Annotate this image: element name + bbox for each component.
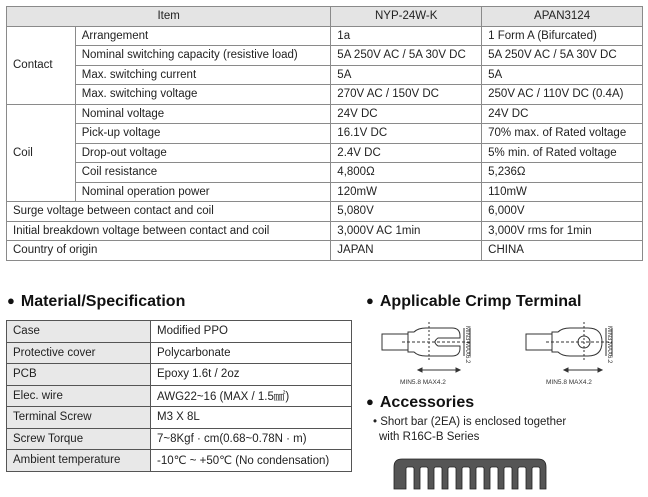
table-row <box>7 26 643 46</box>
table-row <box>7 46 643 66</box>
row-nyp: 120mW <box>331 182 482 202</box>
bullet-icon: ● <box>366 293 374 308</box>
row-nyp: 4,800Ω <box>331 163 482 183</box>
material-value: Polycarbonate <box>151 342 352 364</box>
row-item: Country of origin <box>7 241 331 261</box>
bullet-icon: ● <box>7 293 15 308</box>
table-row <box>7 143 643 163</box>
row-apan: 110mW <box>482 182 643 202</box>
table-row <box>7 385 352 407</box>
material-label: Protective cover <box>7 342 151 364</box>
spec-header-row <box>7 7 643 27</box>
table-row <box>7 407 352 429</box>
material-title: Material/Specification <box>20 293 186 310</box>
material-table <box>6 320 352 472</box>
crimp-height-dim: MIN3 MAX6.2 <box>464 326 470 364</box>
row-apan: 3,000V rms for 1min <box>482 221 643 241</box>
row-apan: 24V DC <box>482 104 643 124</box>
row-item: Surge voltage between contact and coil <box>7 202 331 222</box>
row-apan: 6,000V <box>482 202 643 222</box>
row-nyp: 2.4V DC <box>331 143 482 163</box>
table-row <box>7 450 352 472</box>
row-item: Max. switching voltage <box>75 85 331 105</box>
accessories-line: with R16C-B Series <box>379 431 480 443</box>
material-label: Ambient temperature <box>7 450 151 472</box>
material-value: Modified PPO <box>151 321 352 343</box>
material-value: AWG22~16 (MAX / 1.5㎟) <box>151 385 352 407</box>
table-row <box>7 202 643 222</box>
row-item: Arrangement <box>75 26 331 46</box>
header-item: Item <box>7 7 331 27</box>
row-apan: 70% max. of Rated voltage <box>482 124 643 144</box>
accessories-description <box>373 415 566 445</box>
row-apan: 250V AC / 110V DC (0.4A) <box>482 85 643 105</box>
row-item: Drop-out voltage <box>75 143 331 163</box>
accessories-heading <box>366 394 474 412</box>
crimp-width-dim: MIN5.8 MAX4.2 <box>546 379 592 386</box>
row-nyp: 5,080V <box>331 202 482 222</box>
bullet-icon: ● <box>366 394 374 409</box>
material-label: Screw Torque <box>7 428 151 450</box>
row-item: Nominal switching capacity (resistive load) <box>75 46 331 66</box>
row-apan: 5% min. of Rated voltage <box>482 143 643 163</box>
header-nyp: NYP-24W-K <box>331 7 482 27</box>
table-row <box>7 124 643 144</box>
table-row <box>7 163 643 183</box>
material-value: Epoxy 1.6t / 2oz <box>151 364 352 386</box>
table-row <box>7 65 643 85</box>
row-apan: 5A <box>482 65 643 85</box>
table-row <box>7 104 643 124</box>
short-bar-icon <box>392 455 548 491</box>
group-coil: Coil <box>7 104 76 202</box>
material-heading <box>7 293 185 311</box>
accessories-line: • Short bar (2EA) is enclosed together <box>373 416 567 428</box>
row-item: Nominal operation power <box>75 182 331 202</box>
row-item: Max. switching current <box>75 65 331 85</box>
row-apan: 5A 250V AC / 5A 30V DC <box>482 46 643 66</box>
table-row <box>7 241 643 261</box>
row-nyp: 16.1V DC <box>331 124 482 144</box>
material-label: Case <box>7 321 151 343</box>
row-nyp: JAPAN <box>331 241 482 261</box>
ring-terminal-icon <box>526 322 612 372</box>
material-label: Elec. wire <box>7 385 151 407</box>
table-row <box>7 182 643 202</box>
table-row <box>7 85 643 105</box>
row-item: Pick-up voltage <box>75 124 331 144</box>
crimp-title: Applicable Crimp Terminal <box>379 293 582 310</box>
table-row <box>7 364 352 386</box>
table-row <box>7 221 643 241</box>
group-contact: Contact <box>7 26 76 104</box>
header-apan: APAN3124 <box>482 7 643 27</box>
row-nyp: 270V AC / 150V DC <box>331 85 482 105</box>
material-value: M3 X 8L <box>151 407 352 429</box>
row-apan: 1 Form A (Bifurcated) <box>482 26 643 46</box>
material-value: 7~8Kgf · cm(0.68~0.78N · m) <box>151 428 352 450</box>
accessories-title: Accessories <box>379 394 475 411</box>
row-item: Coil resistance <box>75 163 331 183</box>
row-item: Nominal voltage <box>75 104 331 124</box>
row-nyp: 1a <box>331 26 482 46</box>
row-nyp: 3,000V AC 1min <box>331 221 482 241</box>
material-value: -10℃ ~ +50℃ (No condensation) <box>151 450 352 472</box>
material-label: Terminal Screw <box>7 407 151 429</box>
row-nyp: 5A 250V AC / 5A 30V DC <box>331 46 482 66</box>
row-apan: CHINA <box>482 241 643 261</box>
table-row <box>7 342 352 364</box>
crimp-terminal-diagram <box>374 318 634 388</box>
row-nyp: 5A <box>331 65 482 85</box>
table-row <box>7 321 352 343</box>
row-nyp: 24V DC <box>331 104 482 124</box>
fork-terminal-icon <box>382 322 470 372</box>
crimp-height-dim: MIN3 MAX6.2 <box>606 326 612 364</box>
material-label: PCB <box>7 364 151 386</box>
crimp-width-dim: MIN5.8 MAX4.2 <box>400 379 446 386</box>
spec-table <box>6 6 643 261</box>
row-apan: 5,236Ω <box>482 163 643 183</box>
crimp-heading <box>366 293 581 311</box>
row-item: Initial breakdown voltage between contact and coil <box>7 221 331 241</box>
table-row <box>7 428 352 450</box>
